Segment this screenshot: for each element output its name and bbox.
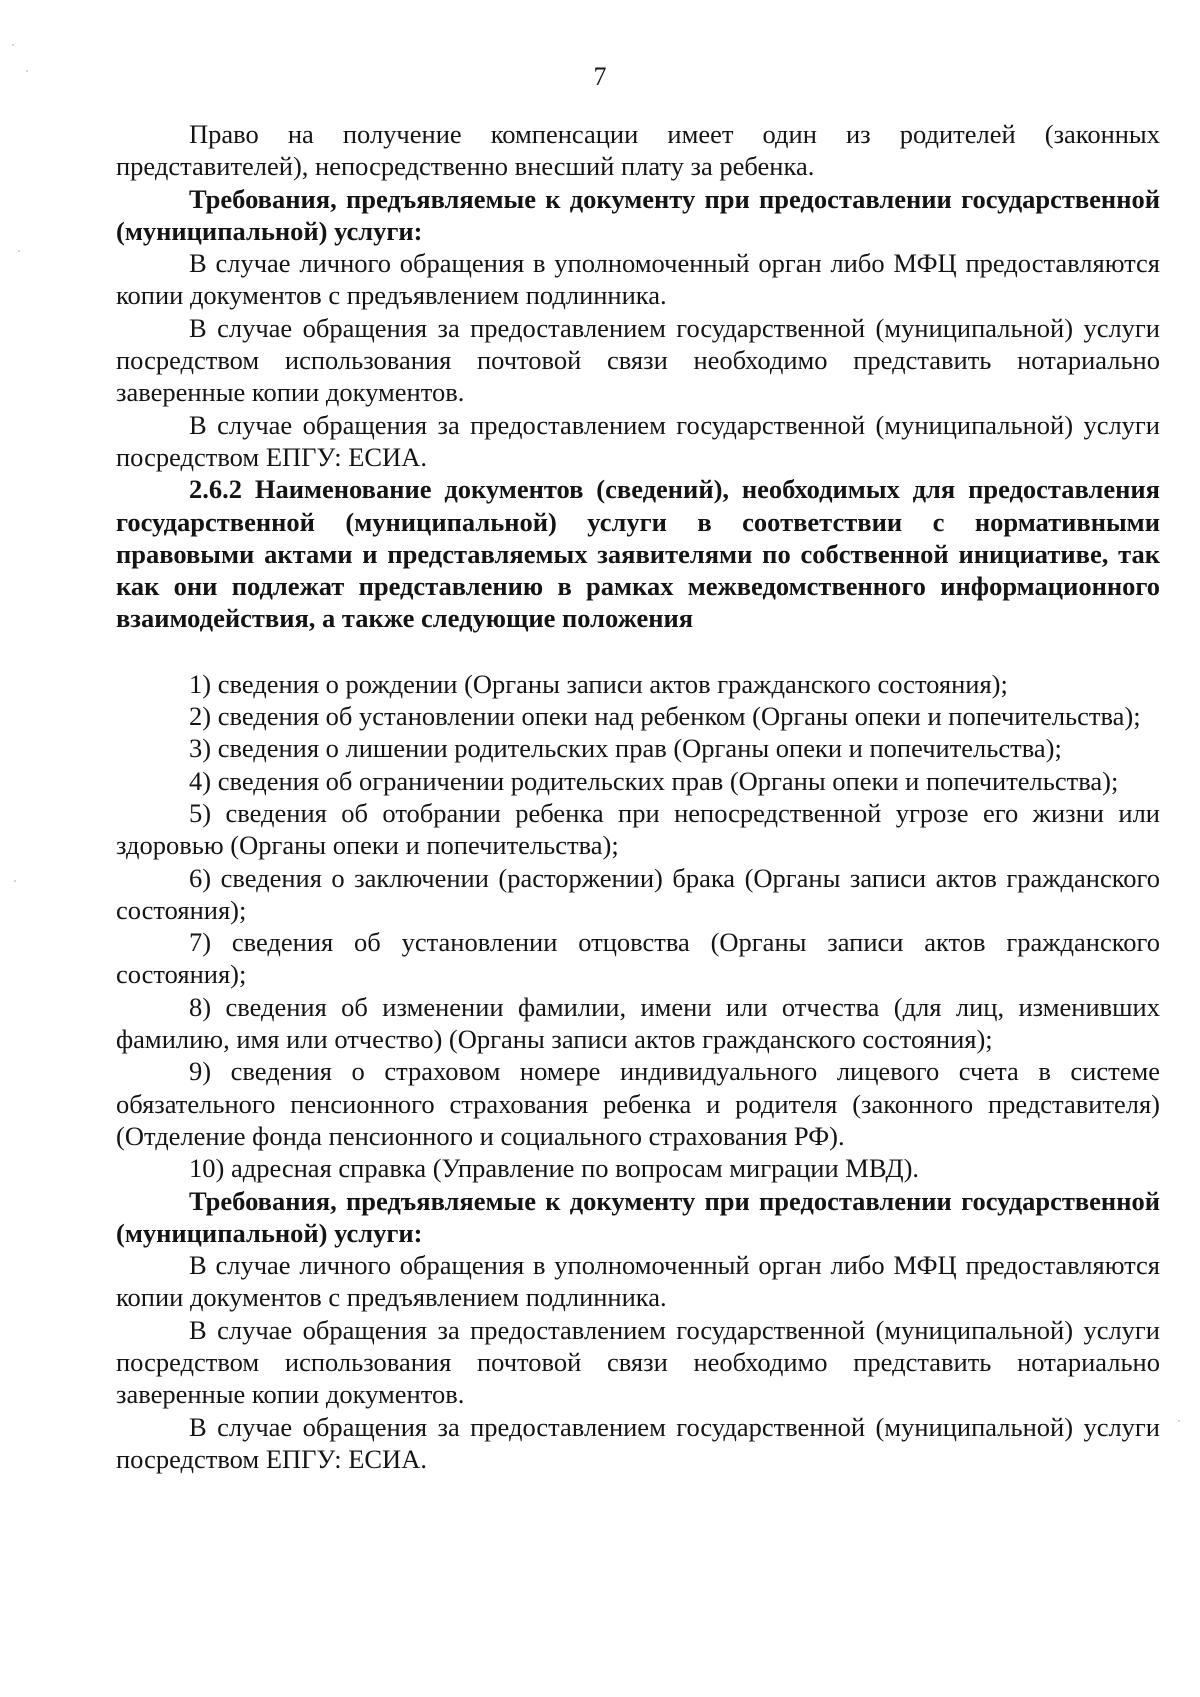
heading-document-requirements: Требования, предъявляемые к документу при предоставлении государственной (муниципальной) услуги:	[116, 183, 1160, 246]
list-item-child-removal: 5) сведения об отобрании ребенка при непосредственной угрозе его жизни или здоровью (Органы опеки и попечительства);	[116, 797, 1160, 861]
list-item-paternity: 7) сведения об установлении отцовства (Органы записи актов гражданского состояния);	[116, 927, 1160, 990]
paragraph-epgu-application: В случае обращения за предоставлением государственной (муниципальной) услуги посредством ЕПГУ: ЕСИА.	[116, 409, 1160, 472]
list-item-birth-records: 1) сведения о рождении (Органы записи актов гражданского состояния);	[189, 668, 1008, 699]
list-item-snils: 9) сведения о страховом номере индивидуального лицевого счета в системе обязательного пенсионного страхования ребенка и родителя (законного представителя) (Отделение фонда пенсионного и социального страхования РФ).	[116, 1056, 1160, 1151]
list-item-restriction-of-rights: 4) сведения об ограничении родительских прав (Органы опеки и попечительства);	[189, 765, 1119, 796]
scan-speck	[14, 880, 16, 882]
page-number: 7	[593, 62, 607, 91]
list-item-marriage: 6) сведения о заключении (расторжении) брака (Органы записи актов гражданского состояния);	[116, 862, 1160, 925]
scan-speck	[18, 250, 20, 252]
scan-speck	[12, 44, 14, 46]
paragraph-personal-application-repeat: В случае личного обращения в уполномоченный орган либо МФЦ предоставляются копии документов с предъявлением подлинника.	[116, 1250, 1160, 1313]
paragraph-epgu-application-repeat: В случае обращения за предоставлением государственной (муниципальной) услуги посредством ЕПГУ: ЕСИА.	[116, 1411, 1160, 1474]
paragraph-compensation-right: Право на получение компенсации имеет один из родителей (законных представителей), непосредственно внесший плату за ребенка.	[116, 119, 1160, 182]
paragraph-personal-application: В случае личного обращения в уполномоченный орган либо МФЦ предоставляются копии документов с предъявлением подлинника.	[116, 248, 1160, 311]
paragraph-postal-application-repeat: В случае обращения за предоставлением государственной (муниципальной) услуги посредством использования почтовой связи необходимо представить нотариально заверенные копии документов.	[116, 1314, 1160, 1410]
list-item-deprivation-of-rights: 3) сведения о лишении родительских прав (Органы опеки и попечительства);	[189, 733, 1062, 764]
heading-section-2-6-2: 2.6.2 Наименование документов (сведений), необходимых для предоставления государственной (муниципальной) услуги в соответствии с нормативными правовыми актами и представляемых заявителями по собственной инициативе, так как они подлежат представлению в рамках межведомственного информационного взаимодействия, а также следующие положения	[116, 474, 1160, 634]
document-body	[116, 118, 1160, 1475]
paragraph-postal-application: В случае обращения за предоставлением государственной (муниципальной) услуги посредством использования почтовой связи необходимо представить нотариально заверенные копии документов.	[116, 312, 1160, 408]
scan-speck	[26, 70, 28, 72]
list-item-address-certificate: 10) адресная справка (Управление по вопросам миграции МВД).	[189, 1153, 920, 1184]
heading-document-requirements-repeat: Требования, предъявляемые к документу при предоставлении государственной (муниципальной) услуги:	[116, 1185, 1160, 1248]
list-item-guardianship: 2) сведения об установлении опеки над ребенком (Органы опеки и попечительства);	[189, 701, 1141, 732]
scan-speck	[1178, 1420, 1180, 1422]
list-item-name-change: 8) сведения об изменении фамилии, имени или отчества (для лиц, изменивших фамилию, имя или отчество) (Органы записи актов гражданского состояния);	[116, 991, 1160, 1055]
